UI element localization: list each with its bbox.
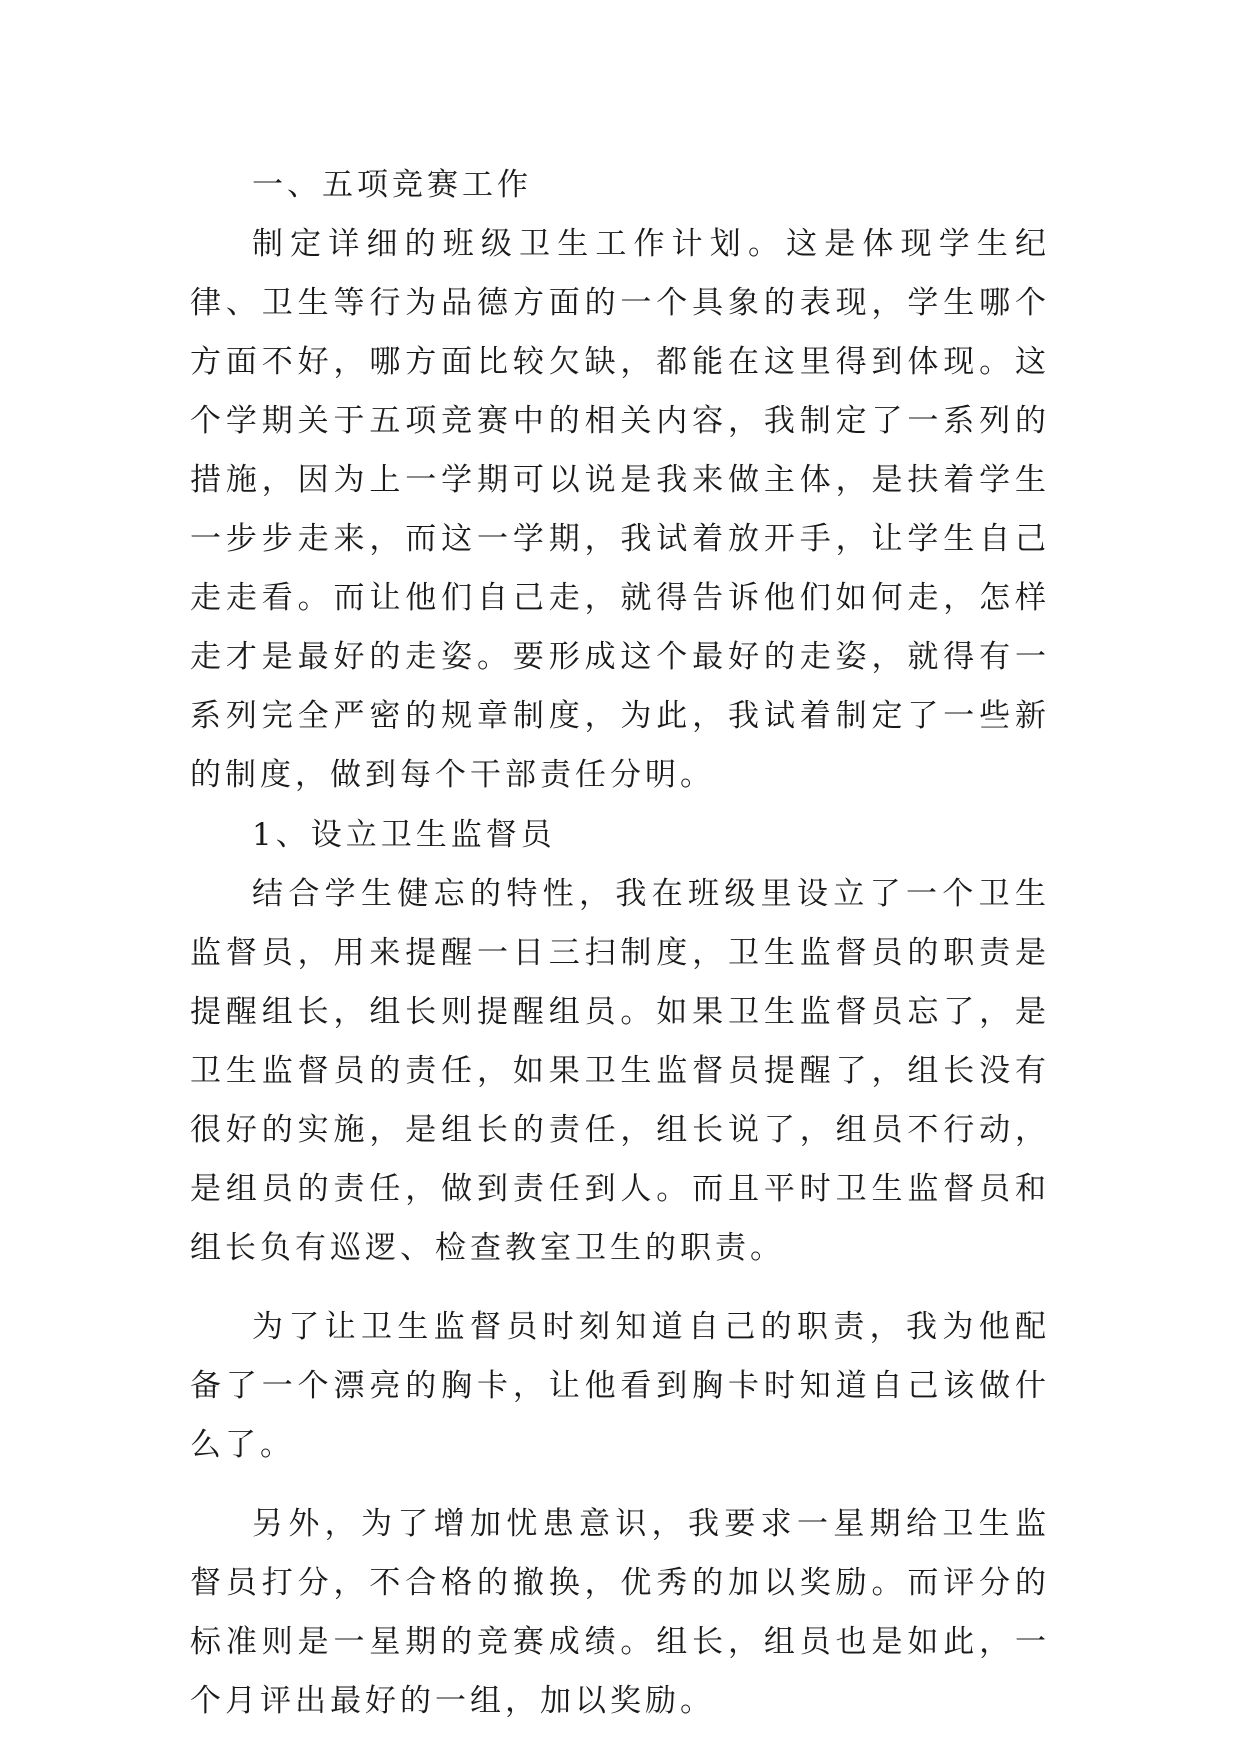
paragraph-supervisor-duties: 结合学生健忘的特性，我在班级里设立了一个卫生监督员，用来提醒一日三扫制度，卫生监督员的职责是提醒组长，组长则提醒组员。如果卫生监督员忘了，是卫生监督员的责任，如果卫生监督员提醒了，组长没有很好的实施，是组长的责任，组长说了，组员不行动，是组员的责任，做到责任到人。而且平时卫生监督员和组长负有巡逻、检查教室卫生的职责。 bbox=[190, 876, 1050, 1266]
paragraph-badge: 为了让卫生监督员时刻知道自己的职责，我为他配备了一个漂亮的胸卡，让他看到胸卡时知道自己该做什么了。 bbox=[190, 1309, 1050, 1463]
document-body bbox=[190, 155, 1050, 1751]
paragraph-evaluation: 另外，为了增加忧患意识，我要求一星期给卫生监督员打分，不合格的撤换，优秀的加以奖励。而评分的标准则是一星期的竞赛成绩。组长，组员也是如此，一个月评出最好的一组，加以奖励。 bbox=[190, 1506, 1050, 1719]
intro-paragraph: 制定详细的班级卫生工作计划。这是体现学生纪律、卫生等行为品德方面的一个具象的表现，学生哪个方面不好，哪方面比较欠缺，都能在这里得到体现。这个学期关于五项竞赛中的相关内容，我制定了一系列的措施，因为上一学期可以说是我来做主体，是扶着学生一步步走来，而这一学期，我试着放开手，让学生自己走走看。而让他们自己走，就得告诉他们如何走，怎样走才是最好的走姿。要形成这个最好的走姿，就得有一系列完全严密的规章制度，为此，我试着制定了一些新的制度，做到每个干部责任分明。 bbox=[190, 226, 1050, 793]
subheading-supervisor: 1、设立卫生监督员 bbox=[252, 817, 556, 853]
section-heading: 一、五项竞赛工作 bbox=[252, 167, 532, 203]
